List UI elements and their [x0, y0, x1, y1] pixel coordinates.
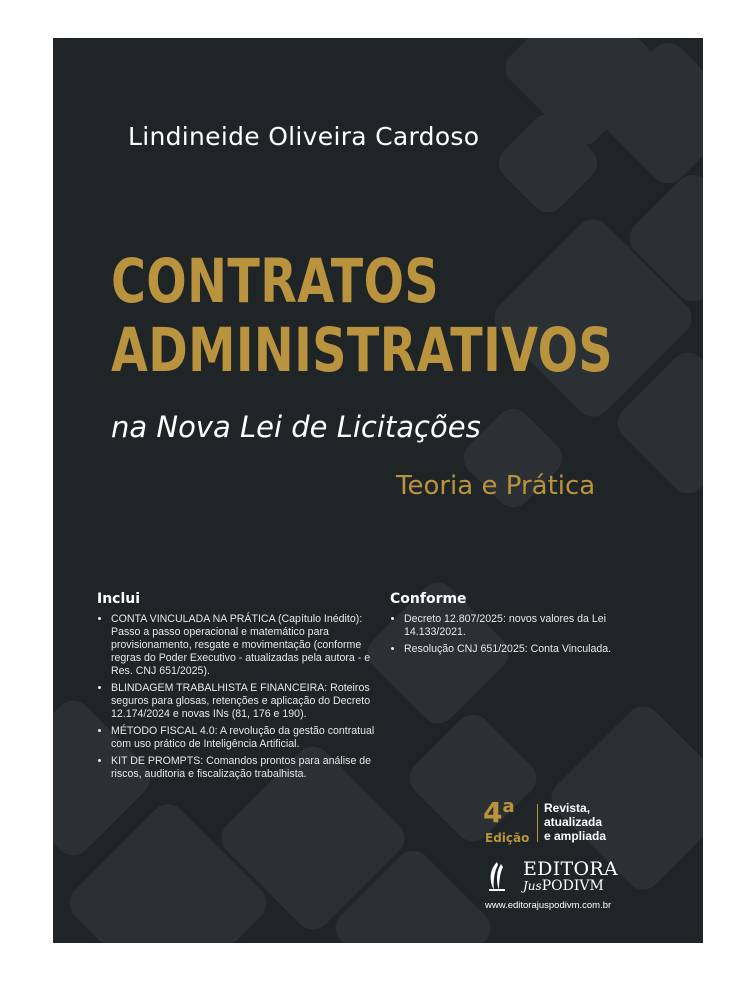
publisher-subname: JusPODIVM — [523, 878, 604, 894]
inclui-list — [97, 613, 381, 785]
title-line-1: CONTRATOS — [111, 246, 440, 317]
conforme-list — [390, 613, 634, 660]
publisher-name: EDITORA — [523, 858, 618, 880]
title-line-2: ADMINISTRATIVOS — [111, 315, 614, 386]
inclui-heading: Inclui — [97, 591, 141, 607]
list-item: • Resolução CNJ 651/2025: Conta Vinculada. — [404, 643, 634, 656]
decorative-tile — [402, 707, 543, 848]
list-item: • Decreto 12.807/2025: novos valores da Lei 14.133/2021. — [404, 613, 634, 639]
publisher-logo-icon — [483, 860, 513, 892]
edition-label: Edição — [485, 831, 530, 845]
edition-status: Revista, atualizada e ampliada — [544, 801, 607, 843]
tagline: Teoria e Prática — [396, 471, 596, 501]
author-name: Lindineide Oliveira Cardoso — [128, 122, 480, 151]
list-item: • CONTA VINCULADA NA PRÁTICA (Capítulo Inédito): Passo a passo operacional e matemático para provisionamento, resgate e movimentação (conforme regras do Poder Executivo - atualizadas pela autora - e Res. CNJ 651/2025). — [111, 613, 381, 678]
book-cover — [53, 38, 703, 943]
list-item: • MÉTODO FISCAL 4.0: A revolução da gestão contratual com uso prático de Inteligência Artificial. — [111, 725, 381, 751]
edition-divider — [537, 804, 538, 842]
edition-number: 4$^a$ — [483, 796, 515, 829]
publisher-url: www.editorajuspodivm.com.br — [485, 900, 612, 911]
conforme-heading: Conforme — [390, 591, 467, 607]
list-item: • BLINDAGEM TRABALHISTA E FINANCEIRA: Roteiros seguros para glosas, retenções e aplicação do Decreto 12.174/2024 e novas INs (81, 176 e 190). — [111, 682, 381, 721]
subtitle: na Nova Lei de Licitações — [111, 410, 481, 444]
list-item: • KIT DE PROMPTS: Comandos prontos para análise de riscos, auditoria e fiscalização trabalhista. — [111, 755, 381, 781]
